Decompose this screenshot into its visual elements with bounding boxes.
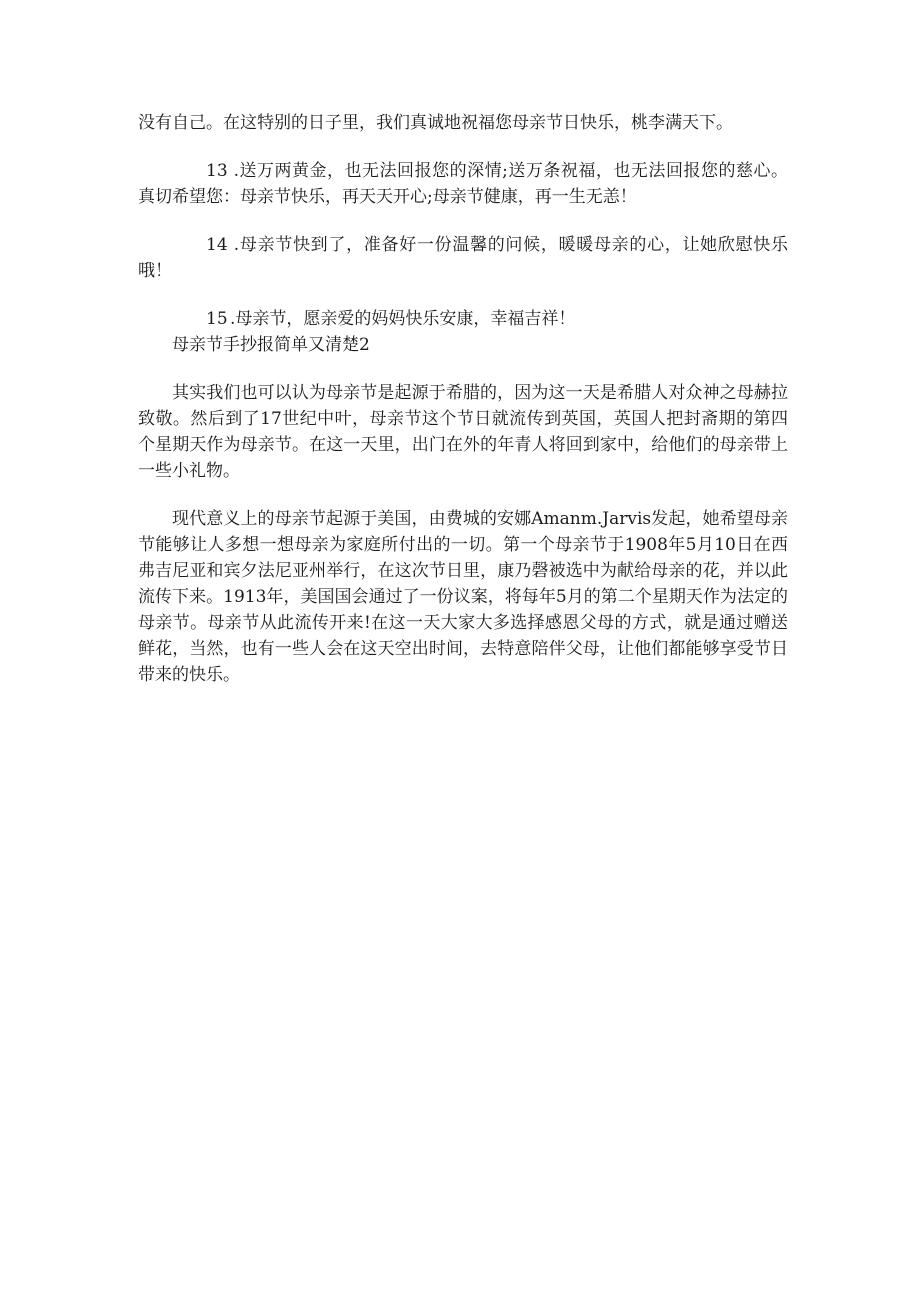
item-number: 13 — [206, 161, 228, 181]
paragraph-origin-us: 现代意义上的母亲节起源于美国，由费城的安娜Amanm.Jarvis发起，她希望母亲节能够让人多想一想母亲为家庭所付出的一切。第一个母亲节于1908年5月10日在西弗吉尼亚和宾夕法尼亚州举行，在这次节日里，康乃磬被选中为献给母亲的花，并以此流传下来。1913年，美国国会通过了一份议案，将每年5月的第二个星期天作为法定的母亲节。母亲节从此流传开来!在这一天大家大多选择感恩父母的方式，就是通过赠送鲜花，当然，也有一些人会在这天空出时间，去特意陪伴父母，让他们都能够享受节日带来的快乐。 — [138, 509, 788, 685]
document-body — [138, 110, 788, 688]
item-number: 15 — [206, 309, 228, 329]
item-text: .母亲节快到了，准备好一份温馨的问候，暖暖母亲的心，让她欣慰快乐哦！ — [138, 235, 788, 281]
list-item-15 — [138, 306, 788, 332]
item-text: .母亲节，愿亲爱的妈妈快乐安康，幸福吉祥！ — [230, 309, 576, 329]
item-number: 14 — [206, 235, 228, 255]
item-text: .送万两黄金，也无法回报您的深情;送万条祝福，也无法回报您的慈心。真切希望您：母亲节快乐，再天天开心;母亲节健康，再一生无恙！ — [138, 161, 788, 207]
paragraph-continuation: 没有自己。在这特别的日子里，我们真诚地祝福您母亲节日快乐，桃李满天下。 — [138, 113, 733, 133]
section-heading: 母亲节手抄报简单又清楚2 — [172, 335, 370, 355]
list-item-13 — [138, 158, 788, 210]
paragraph-origin-greece: 其实我们也可以认为母亲节是起源于希腊的，因为这一天是希腊人对众神之母赫拉致敬。然后到了17世纪中叶，母亲节这个节日就流传到英国，英国人把封斋期的第四个星期天作为母亲节。在这一天里，出门在外的年青人将回到家中，给他们的母亲带上一些小礼物。 — [138, 383, 788, 481]
list-item-14 — [138, 232, 788, 284]
